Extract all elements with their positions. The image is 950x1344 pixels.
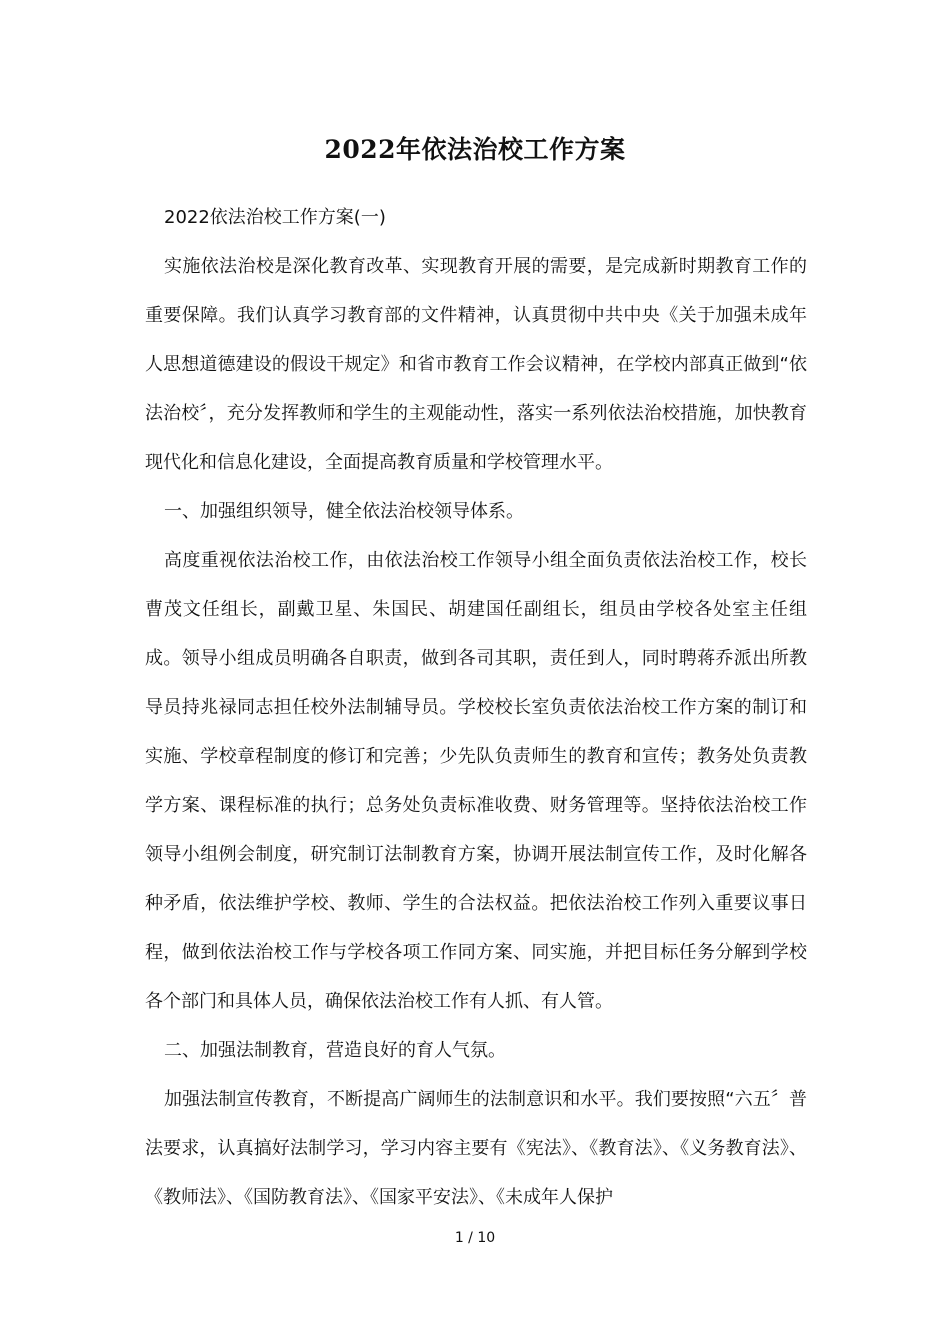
section-heading: 二、加强法制教育，营造良好的育人气氛。 bbox=[164, 1040, 506, 1061]
document-body bbox=[145, 193, 807, 1222]
section-heading: 一、加强组织领导，健全依法治校领导体系。 bbox=[164, 501, 524, 522]
body-paragraph: 高度重视依法治校工作，由依法治校工作领导小组全面负责依法治校工作，校长曹茂文任组长，副戴卫星、朱国民、胡建国任副组长，组员由学校各处室主任组成。领导小组成员明确各自职责，做到各司其职，责任到人，同时聘蒋乔派出所教导员持兆禄同志担任校外法制辅导员。学校校长室负责依法治校工作方案的制订和实施、学校章程制度的修订和完善；少先队负责师生的教育和宣传；教务处负责教学方案、课程标准的执行；总务处负责标准收费、财务管理等。坚持依法治校工作领导小组例会制度，研究制订法制教育方案，协调开展法制宣传工作，及时化解各种矛盾，依法维护学校、教师、学生的合法权益。把依法治校工作列入重要议事日程，做到依法治校工作与学校各项工作同方案、同实施，并把目标任务分解到学校各个部门和具体人员，确保依法治校工作有人抓、有人管。 bbox=[145, 550, 807, 1012]
body-paragraph: 实施依法治校是深化教育改革、实现教育开展的需要，是完成新时期教育工作的重要保障。我们认真学习教育部的文件精神，认真贯彻中共中央《关于加强未成年人思想道德建设的假设干规定》和省市教育工作会议精神，在学校内部真正做到“依法治校〞，充分发挥教师和学生的主观能动性，落实一系列依法治校措施，加快教育现代化和信息化建设，全面提高教育质量和学校管理水平。 bbox=[145, 256, 807, 473]
page-number: 1 / 10 bbox=[454, 1230, 496, 1246]
document-title: 2022年依法治校工作方案 bbox=[324, 135, 626, 164]
body-paragraph: 加强法制宣传教育，不断提高广阔师生的法制意识和水平。我们要按照“六五〞普法要求，认真搞好法制学习，学习内容主要有《宪法》、《教育法》、《义务教育法》、《教师法》、《国防教育法》、《国家平安法》、《未成年人保护 bbox=[145, 1089, 807, 1208]
section-heading: 2022依法治校工作方案(一) bbox=[164, 207, 386, 228]
